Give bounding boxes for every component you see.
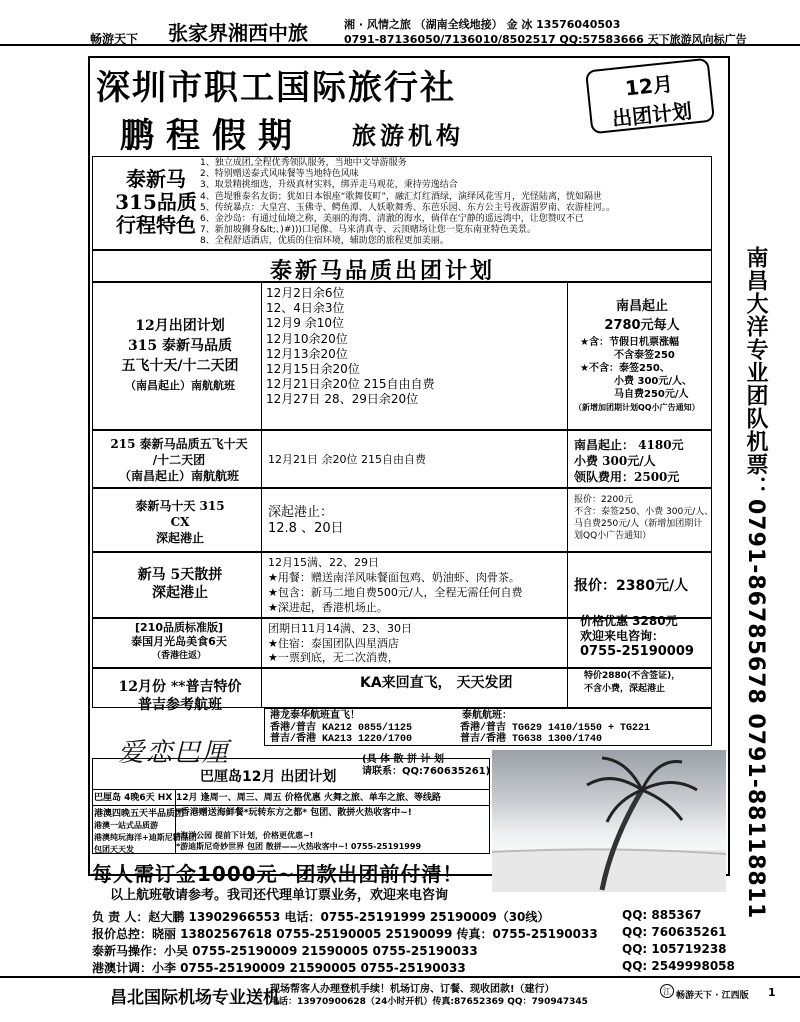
hk-macau-tour-4: 包团天天发 (94, 845, 134, 854)
top-info-line-1: 湘 · 风情之旅 （湖南全线地接） 金 冰 13576040503 (344, 18, 621, 31)
tour-row-3-price (574, 494, 713, 542)
features-title-line: 泰新马 (126, 167, 186, 191)
features-title-line: 315品质 (115, 190, 197, 214)
hk-macau-tour-3: 港澳纯玩海洋+迪斯尼精品团 (94, 833, 197, 842)
feature-item: 2、特别赠送泰式风味餐等当地特色风味 (200, 169, 359, 180)
tour-row-4-details (268, 555, 523, 615)
tour-row-5-name (94, 621, 264, 663)
contact-qq: QQ: 760635261 (622, 925, 727, 939)
date-line: 12月21日余20位 215自由自费 (266, 377, 435, 392)
price-line: 2780元每人 (604, 318, 680, 333)
detail-line: ★深进起，香港机场止。 (268, 601, 388, 614)
flight-schedule (270, 711, 650, 746)
plan-title: 泰新马品质出团计划 (270, 259, 496, 284)
price-line: （新增加团期计划QQ小广告通知） (574, 403, 700, 412)
airport-service-contact: 电话：13970900628（24小时开机）传真:87652369 QQ：790947345 (270, 997, 588, 1007)
note-line: (具 体 散 拼 计 划 (362, 754, 444, 765)
price-line: 马自费250元/人 (614, 389, 689, 400)
date-line: 12月10余20位 (266, 331, 348, 346)
top-agency-name: 张家界湘西中旅 (168, 21, 308, 45)
hk-promo-2 (176, 830, 421, 852)
price-line: ★不含：泰签250、 (580, 363, 670, 374)
tour-row-5-price (580, 614, 694, 659)
price-line: 欢迎来电咨询： (580, 629, 665, 643)
bali-contact-note (362, 754, 490, 778)
phone-number: 0755-25190009 (580, 644, 694, 659)
tour-row-2-price (574, 437, 684, 485)
date-line: 12月15日余20位 (266, 362, 360, 377)
price-line: 特价2880(不含签证)， (584, 671, 681, 681)
tour-name-line: /十二天团 (152, 453, 206, 467)
badge-label: 出团计划 (610, 98, 694, 132)
contact-row: 负 责 人：赵大鹏 13902966553 电话：0755-25191999 25190009（30线） (92, 910, 550, 924)
features-title-line: 行程特色 (116, 213, 196, 237)
tour-row-2-name (94, 436, 264, 484)
price-line: 南昌起止： 4180元 (574, 438, 684, 452)
page-title: 深圳市职工国际旅行社 (96, 68, 456, 108)
detail-line: ★住宿：泰国团队四星酒店 (268, 636, 399, 650)
detail-line: ★一票到底，无二次消费， (268, 651, 399, 664)
bali-tour-details: 12月 逢周一、周三、周五 价格优惠 火舞之旅、单车之旅、等线路 (176, 793, 441, 803)
price-line: 不含小费，深起港止 (584, 684, 666, 694)
price-line: ★含：节假日机票涨幅 (580, 337, 679, 348)
tour-name-line: 五飞十天/十二天团 (121, 358, 239, 374)
tour-name-line: 深起港止 (155, 531, 204, 545)
hk-promo: *香港赠送海鲜餐*玩转东方之都* 包团、散拼火热收客中~! (176, 808, 412, 818)
tour-row-6-name (100, 678, 260, 714)
reference-note: 以上航班敬请参考。我司还代理单订票业务，欢迎来电咨询 (110, 888, 449, 903)
date-line: 12、4日余3位 (266, 301, 345, 316)
hk-macau-tour-2: 港澳一站式品质游 (94, 821, 158, 830)
tour-row-6-details: KA来回直飞， 天天发团 (360, 675, 513, 691)
feature-item: 8、全程舒适酒店，优质的住宿环境，辅助您的旅程更加美丽。 (200, 236, 449, 247)
date-line: 12月27日 28、29日余20位 (266, 392, 419, 407)
features-title (108, 168, 204, 237)
detail-line: 12月15满、22、29日 (268, 556, 379, 569)
airport-service: 昌北国际机场专业送机 (110, 988, 280, 1008)
tour-name-line: 12月出团计划 (135, 318, 225, 334)
tour-row-2-dates: 12月21日 余20位 215自由自费 (268, 453, 426, 466)
tour-row-5-details (268, 622, 412, 666)
tour-row-4-name (100, 566, 260, 602)
deposit-notice: 每人需订金1000元~团款出团前付清！ (92, 862, 464, 886)
flight-line: 香港/普吉 KA212 0855/1125 香港/普吉 TG629 1410/1550 + TG221 (270, 722, 651, 734)
detail-line: ★用餐：赠送南洋风味餐面包鸡、奶油虾、肉骨茶。 (268, 571, 520, 584)
contact-row: 报价总控：晓丽 13802567618 0755-25190005 25190099 传真：0755-25190033 (92, 927, 598, 941)
price-line: 价格优惠 3280元 (580, 614, 678, 628)
tour-row-3-dates (268, 505, 344, 537)
price-line: 领队费用：2500元 (574, 470, 680, 484)
tour-name-line: （南昌起止）南航航班 (118, 469, 239, 483)
tour-name-line: 深起港止 (152, 585, 208, 601)
price-line: 报价：2200元 (574, 495, 633, 505)
airport-service-desc: 现场帮客人办理登机手续！机场订房、订餐、现收团款!（建行） (270, 984, 555, 995)
contact-qq: QQ: 105719238 (622, 942, 727, 956)
contact-qq: QQ: 885367 (622, 908, 702, 922)
feature-item: 3、取景精挑细选，升级真材实料，绑弄走马观花，秉持劳逸结合 (200, 180, 458, 191)
flight-line: 港龙泰华航班直飞！ 泰航航班： (270, 711, 513, 722)
footer-edition: 畅游天下 · 江西版 (676, 991, 749, 1001)
date-line: 深起港止： (268, 505, 334, 520)
bali-tour-name: 巴厘岛 4晚6天 HX (94, 793, 173, 803)
price-line: 划QQ小广告通知） (574, 531, 652, 541)
tour-name-line: 12月份 **普吉特价 (118, 679, 242, 695)
tour-name-line: 215 泰新马品质五飞十天 (110, 437, 248, 451)
bali-logo: 爱恋巴厘 (118, 738, 231, 768)
tour-row-1-dates (266, 286, 435, 408)
date-line: 12.8 、20日 (268, 521, 344, 536)
feature-item: 5、传统暴点：大皇宫、玉佛寺、鳄鱼潭、人妖歌舞秀、东芭乐园、东方公主号夜游湄罗南、农游桂河。。 (200, 202, 616, 213)
feature-item: 4、芭堤雅泰名友街；犹如日本银座“歌舞伎町”，融汇灯红酒绿，演绎风花雪月，光怪陆离，恍如隔世 (200, 191, 603, 202)
tour-name-line: 315 泰新马品质 (127, 338, 233, 354)
promo-line: *游迪斯尼奇妙世界 包团 散拼——火热收客中~! 0755-25191999 (176, 842, 422, 851)
december-plan-badge (585, 58, 715, 135)
tour-name-line: （香港往返） (151, 651, 206, 661)
price-line: 不含：泰签250、小费 300元/人、 (574, 507, 714, 517)
brand-name: 鹏程假期 (120, 116, 304, 156)
feature-item: 7、新加坡狮身&lt;、)#)))口尾像、马来清真寺、云顶赌场让您一览东南亚特色美景。 (200, 225, 536, 236)
tour-name-line: [210品质标准版] (134, 621, 224, 634)
tour-name-line: 泰新马十天 315 (135, 499, 225, 513)
feature-item: 1、独立成团,全程优秀领队服务，当地中文导游服务 (200, 158, 407, 168)
price-line: 小费 300元/人 (574, 454, 656, 468)
tour-name-line: （南昌起止）南航航班 (125, 379, 235, 392)
badge-month: 12月 (623, 71, 674, 101)
price-line: 小费 300元/人、 (614, 376, 693, 387)
side-ad-text: 南昌大洋专业团队机票：0791-86785678 0791-88118811 (743, 246, 768, 920)
tour-row-6-price (584, 670, 680, 696)
detail-line: ★包含：新马二地自费500元/人，全程无需任何自费 (268, 586, 523, 599)
top-info-line-2: 0791-87136050/7136010/8502517 QQ:57583666 天下旅游风向标广告 (344, 33, 747, 46)
tour-row-1-name (100, 316, 260, 396)
price-line: 南昌起止 (615, 299, 668, 314)
detail-line: 团期日11月14满、23、30日 (268, 622, 412, 635)
jiangxi-logo-icon: 江 (660, 984, 674, 998)
date-line: 12月9 余10位 (266, 316, 344, 331)
tour-name-line: 泰国月光岛美食6天 (131, 635, 227, 648)
price-line: 马自费250元/人（新增加团期计 (574, 519, 703, 529)
promo-line: *海洋公园 提前下计划，价格更优惠~! (176, 831, 314, 840)
date-line: 12月2日余6位 (266, 286, 345, 300)
bali-title: 巴厘岛12月 出团计划 (200, 769, 337, 785)
brand-suffix: 旅游机构 (352, 122, 464, 150)
tour-name-line: CX (170, 515, 190, 529)
top-tagline: 畅游天下 (90, 32, 139, 46)
feature-item: 6、金沙岛：有通过仙境之称，美丽的海湾、清澈的海水，倘佯在宁静的遥远湾中，让您赞叹不已 (200, 214, 584, 225)
beach-palm-photo (492, 750, 726, 892)
flight-line: 普吉/香港 KA213 1220/1700 普吉/香港 TG638 1300/1740 (270, 734, 603, 745)
tour-row-3-name (100, 498, 260, 546)
tour-name-line: 新马 5天散拼 (137, 567, 223, 583)
page-number: 1 (768, 986, 776, 999)
tour-row-4-price: 报价：2380元/人 (574, 578, 689, 594)
hk-macau-tour-1: 港澳四晚五天半品质团 (94, 809, 185, 819)
date-line: 12月13余20位 (266, 346, 348, 361)
features-list (200, 158, 615, 248)
tour-name-line: 普吉参考航班 (138, 697, 222, 713)
price-line: 不含泰签250 (614, 350, 675, 361)
contact-row: 港澳计调：小李 0755-25190009 21590005 0755-25190033 (92, 961, 466, 975)
contact-qq: QQ: 2549998058 (622, 959, 735, 973)
tour-row-1-price (574, 298, 710, 414)
contact-row: 泰新马操作：小吴 0755-25190009 21590005 0755-25190033 (92, 944, 478, 958)
note-line: 请联系：QQ:760635261) (362, 766, 491, 777)
